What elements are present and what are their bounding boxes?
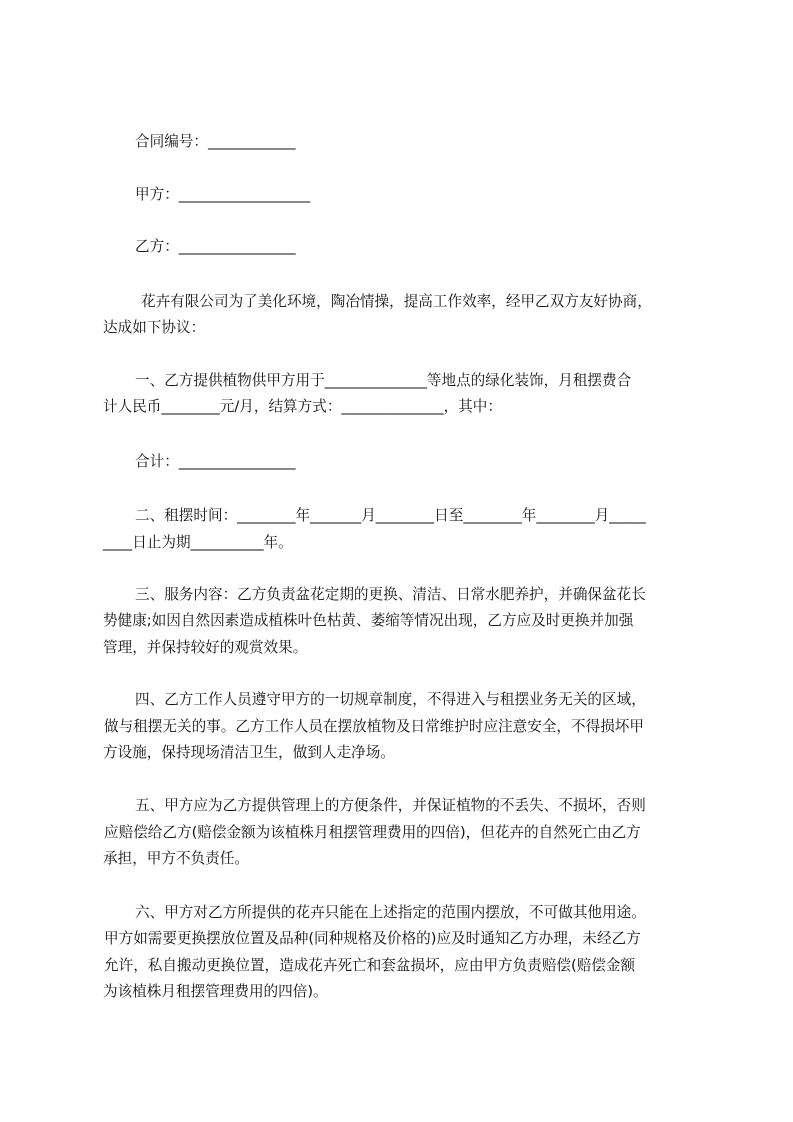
paragraph-line: 花卉有限公司为了美化环境，陶冶情操，提高工作效率，经甲乙双方友好协商， — [141, 293, 652, 310]
paragraph-line: 四、乙方工作人员遵守甲方的一切规章制度，不得进入与租摆业务无关的区域， — [135, 691, 646, 708]
paragraph-line: 甲方如需要更换摆放位置及品种(同种规格及价格的)应及时通知乙方办理，未经乙方 — [104, 930, 641, 947]
paragraph-line: ____日止为期__________年。 — [103, 534, 293, 551]
paragraph-line: 一、乙方提供植物供甲方用于______________等地点的绿化装饰，月租摆费合 — [135, 372, 632, 389]
paragraph-line: 三、服务内容：乙方负责盆花定期的更换、清洁、日常水肥养护，并确保盆花长 — [135, 586, 646, 603]
paragraph-line: 计人民币________元/月，结算方式：______________，其中： — [103, 398, 502, 415]
party-a-line: 甲方：__________________ — [135, 186, 311, 203]
paragraph-line: 管理，并保持较好的观赏效果。 — [103, 639, 308, 656]
paragraph-line: 为该植株月租摆管理费用的四倍)。 — [103, 983, 328, 1000]
party-b-line: 乙方：________________ — [135, 238, 296, 255]
paragraph-line: 做与租摆无关的事。乙方工作人员在摆放植物及日常维护时应注意安全，不得损坏甲 — [104, 718, 644, 735]
paragraph-line: 允许，私自搬动更换位置，造成花卉死亡和套盆损坏，应由甲方负责赔偿(赔偿金额 — [104, 957, 636, 974]
paragraph-line: 应赔偿给乙方(赔偿金额为该植株月租摆管理费用的四倍)，但花卉的自然死亡由乙方 — [104, 824, 641, 841]
paragraph-line: 承担，甲方不负责任。 — [103, 850, 249, 867]
paragraph-line: 六、甲方对乙方所提供的花卉只能在上述指定的范围内摆放，不可做其他用途。 — [135, 904, 646, 921]
paragraph-line: 势健康;如因自然因素造成植株叶色枯黄、萎缩等情况出现，乙方应及时更换并加强 — [103, 612, 634, 629]
paragraph-line: 达成如下协议： — [103, 319, 206, 336]
total-line: 合计：________________ — [135, 453, 296, 470]
contract-number-line: 合同编号：____________ — [135, 133, 296, 150]
paragraph-line: 五、甲方应为乙方提供管理上的方便条件，并保证植物的不丢失、不损坏，否则 — [135, 797, 646, 814]
paragraph-line: 方设施，保持现场清洁卫生，做到人走净场。 — [103, 744, 395, 761]
paragraph-line: 二、租摆时间：________年_______月________日至________年________月_____ — [135, 507, 646, 524]
